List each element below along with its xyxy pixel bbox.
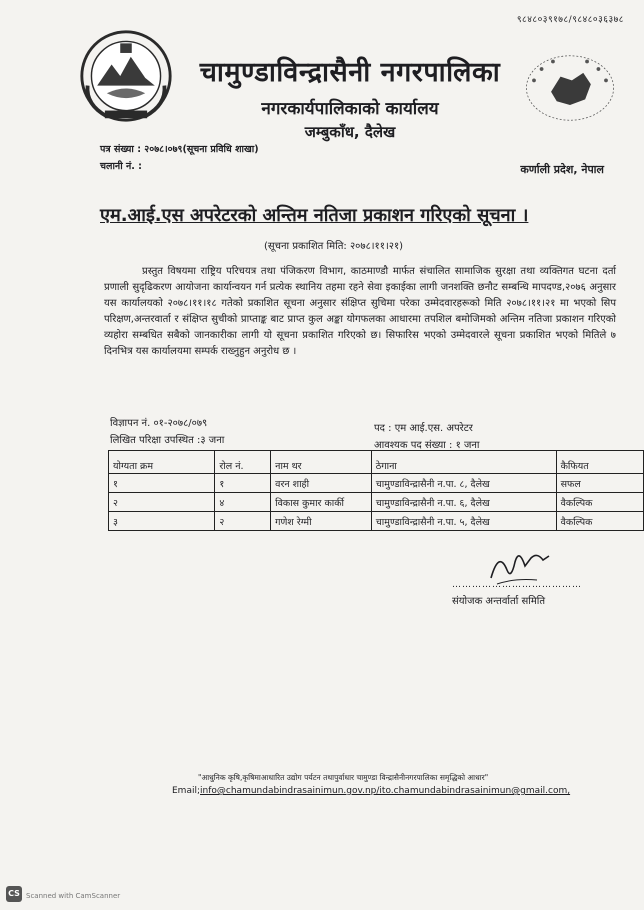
municipality-logo [522, 52, 618, 124]
cell-rank: १ [109, 474, 215, 493]
cell-remarks: वैकल्पिक [556, 512, 643, 531]
municipality-name: चामुण्डाविन्द्रासैनी नगरपालिका [199, 57, 501, 88]
cell-name: गणेश रेग्मी [271, 512, 372, 531]
cell-rank: २ [109, 493, 215, 512]
cell-roll: १ [215, 474, 271, 493]
cell-name: विकास कुमार कार्की [271, 493, 372, 512]
scanner-watermark: Scanned with CamScanner [26, 892, 121, 900]
dispatch-number: चलानी नं. : [100, 161, 142, 172]
table-header-row [109, 451, 644, 474]
camscanner-icon: CS [6, 886, 22, 902]
cell-roll: ४ [215, 493, 271, 512]
signature-line: ………………………………… [452, 580, 582, 590]
header-roll: रोल नं. [215, 451, 271, 474]
header-address: ठेगाना [371, 451, 556, 474]
cell-name: वरन शाही [271, 474, 372, 493]
cell-address: चामुण्डाविन्द्रासैनी न.पा. ५, दैलेख [371, 512, 556, 531]
footer-email [172, 786, 570, 796]
table-row [109, 512, 644, 531]
cell-roll: २ [215, 512, 271, 531]
cell-address: चामुण्डाविन्द्रासैनी न.पा. ६, दैलेख [371, 493, 556, 512]
phone-numbers: ९८४८०३९१७८/९८४८०३६३७८ [516, 15, 624, 25]
email-label: Email; [172, 786, 201, 796]
notice-body: प्रस्तुत विषयमा राष्ट्रिय परिचयत्र तथा पंजिकरण विभाग, काठमाण्डौ मार्फत संचालित सामाजिक सुरक्षा तथा व्यक्तिगत घटना दर्ता प्रणाली सुदृढिकरण आयोजना कार्यान्वयन गर्न प्रत्येक स्थानिय तहमा रहने सेवा इकाईका लागी जनशक्ति छनौट सम्बन्धि मापदण्ड,२०७६ अनुसार यस कार्यालयको २०७८।११।१८ गतेको प्रकाशित सूचना अनुसार संक्षिप्त सुचिमा परेका उम्मेदवारहरूको मिति २०७८।११।२१ मा भएको सिप परिक्षण,अन्तरवार्ता र संक्षिप्त सुचीको प्राप्ताङ्क बाट प्राप्त कुल अङ्का योगफलका आधारमा तपशिल बमोजिमको अन्तिम नतिजा प्रकाशन गरिएको व्यहोरा सम्बधित सबैको जानकारीका लागी यो सूचना प्रकाशित गरिएको छ। सिफारिस भएको उम्मेदवारले सूचना प्रकाशित भएको मितिले ७ दिनभित्र यस कार्यालयमा सम्पर्क राख्नुहुन अनुरोध छ । [104, 266, 616, 357]
office-name: नगरकार्यपालिकाको कार्यालय [261, 99, 439, 119]
cell-rank: ३ [109, 512, 215, 531]
letter-number: पत्र संख्या : २०७८।०७९(सूचना प्रविधि शाखा) [100, 144, 259, 155]
email-link[interactable]: info@chamundabindrasainimun.gov.np/ito.chamundabindrasainimun@gmail.com, [200, 786, 571, 796]
province-label: कर्णाली प्रदेश, नेपाल [520, 163, 604, 176]
table-row [109, 474, 644, 493]
post-title: पद : एम आई.एस. अपरेटर [374, 423, 473, 434]
cell-remarks: सफल [556, 474, 643, 493]
cell-remarks: वैकल्पिक [556, 493, 643, 512]
nepal-emblem-logo [78, 28, 174, 124]
exam-attendance: लिखित परिक्षा उपस्थित :३ जना [110, 435, 225, 446]
published-date: (सूचना प्रकाशित मिति: २०७८।११।२१) [264, 241, 404, 252]
advertisement-number: विज्ञापन नं. ०१-२०७८/०७९ [110, 418, 208, 429]
results-table [108, 450, 644, 531]
header-name: नाम थर [271, 451, 372, 474]
office-address: जम्बुकाँध, दैलेख [304, 123, 396, 141]
header-rank: योग्यता क्रम [109, 451, 215, 474]
table-row [109, 493, 644, 512]
vacancy-count: आवश्यक पद संख्या : १ जना [374, 440, 480, 451]
cell-address: चामुण्डाविन्द्रासैनी न.पा. ८, दैलेख [371, 474, 556, 493]
notice-title: एम.आई.एस अपरेटरको अन्तिम नतिजा प्रकाशन गरिएको सूचना । [100, 205, 529, 226]
header-remarks: कैफियत [556, 451, 643, 474]
signer-title: संयोजक अन्तर्वार्ता समिति [452, 596, 546, 607]
footer-slogan: "आधुनिक कृषि,कृषिमाआधारित उद्योग पर्यटन तथापुर्वाधार चामुण्डा विन्द्रासैनीनगरपालिका समृद्धिको आधार" [198, 773, 489, 782]
